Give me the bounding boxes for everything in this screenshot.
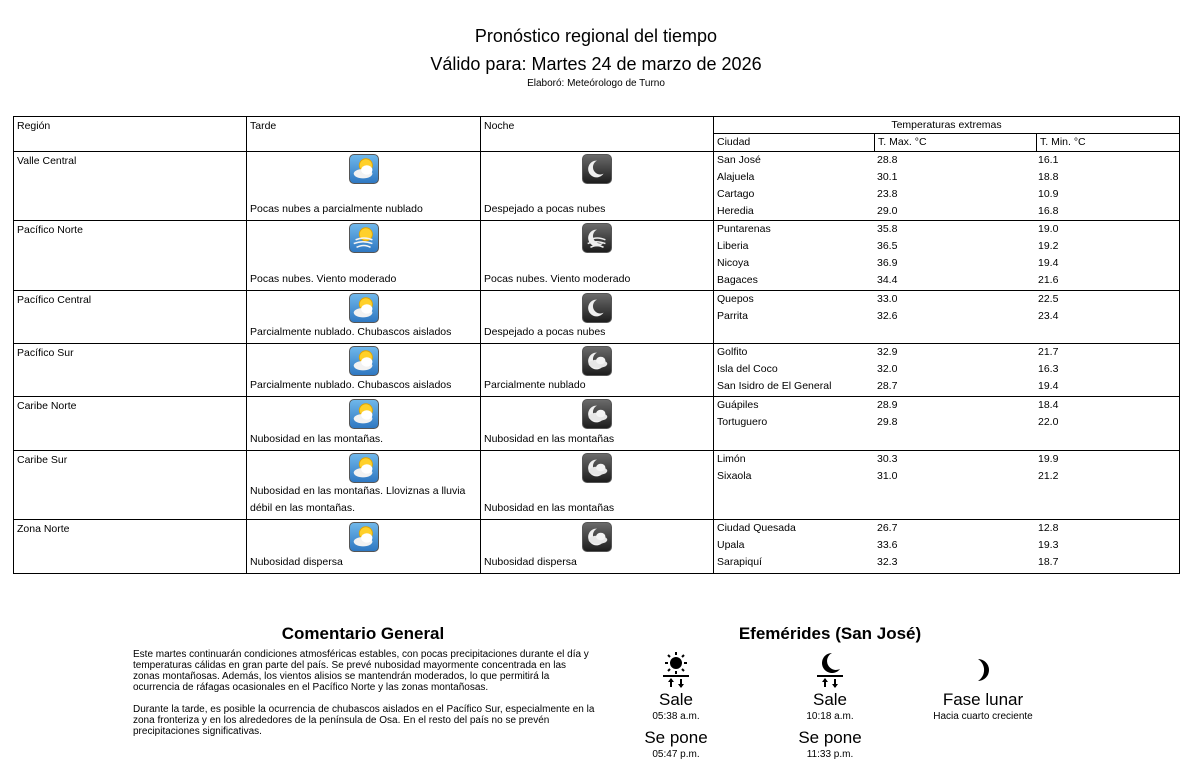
header-city: Ciudad <box>714 134 875 151</box>
city-tmin: 23.4 <box>1038 310 1059 322</box>
afternoon-description: Parcialmente nublado. Chubascos aislados <box>250 326 452 338</box>
forecast-table <box>13 116 1180 574</box>
city-tmin: 18.4 <box>1038 399 1059 411</box>
city-row <box>714 221 1179 238</box>
sun-cloud-icon <box>349 399 379 429</box>
sunset-label: Se pone <box>644 728 708 747</box>
city-row <box>714 272 1179 289</box>
city-tmax: 29.8 <box>877 416 898 428</box>
city-name: Ciudad Quesada <box>717 522 796 534</box>
sun-cloud-icon <box>349 154 379 184</box>
region-cell <box>14 520 247 574</box>
sun-wind-icon <box>349 223 379 253</box>
moon-wind-icon <box>582 223 612 253</box>
city-row <box>714 378 1179 395</box>
header-region: Región <box>14 117 247 152</box>
night-description: Pocas nubes. Viento moderado <box>484 273 631 285</box>
afternoon-description: Nubosidad en las montañas. <box>250 433 384 445</box>
city-row <box>714 520 1179 537</box>
city-row <box>714 468 1179 485</box>
region-name: Valle Central <box>17 155 77 167</box>
city-name: Quepos <box>717 293 754 305</box>
city-tmax: 26.7 <box>877 522 898 534</box>
region-name: Caribe Sur <box>17 454 68 466</box>
night-forecast-cell <box>481 221 714 291</box>
moon-phase-value: Hacia cuarto creciente <box>933 711 1033 722</box>
page-title: Pronóstico regional del tiempo <box>474 26 718 46</box>
comment-paragraph-1: Este martes continuarán condiciones atmosféricas estables, con pocas precipitaciones durante el día y temperaturas cálidas en gran parte del país. Se prevé nubosidad mayormente concentrada en las zonas montañosas. Además, los vientos alisios se mantendrán moderados, lo que permitirá la ocurrencia de ráfagas ocasionales en el Pacífico Norte y las zonas montañosas. <box>133 649 589 693</box>
city-tmin: 16.8 <box>1038 205 1059 217</box>
city-tmax: 32.6 <box>877 310 898 322</box>
city-row <box>714 451 1179 468</box>
sunrise-time: 05:38 a.m. <box>652 711 700 722</box>
region-name: Zona Norte <box>17 523 70 535</box>
temps-cell <box>714 397 1180 451</box>
moon-column <box>760 650 900 766</box>
night-forecast-cell <box>481 451 714 520</box>
moonrise-label: Sale <box>812 690 848 709</box>
night-description: Despejado a pocas nubes <box>484 326 606 338</box>
sun-cloud-icon <box>349 453 379 483</box>
city-tmax: 36.9 <box>877 257 898 269</box>
city-tmax: 33.6 <box>877 539 898 551</box>
ephemerides-title: Efemérides (San José) <box>738 624 922 643</box>
afternoon-description: Pocas nubes a parcialmente nublado <box>250 203 423 215</box>
city-tmax: 33.0 <box>877 293 898 305</box>
temps-cell <box>714 520 1180 574</box>
city-name: Isla del Coco <box>717 363 778 375</box>
moon-icon <box>582 293 612 323</box>
city-name: Alajuela <box>717 171 755 183</box>
city-row <box>714 152 1179 169</box>
region-name: Pacífico Central <box>17 294 92 306</box>
city-row <box>714 308 1179 325</box>
moon-icon <box>582 154 612 184</box>
region-cell <box>14 344 247 397</box>
city-row <box>714 291 1179 308</box>
city-row <box>714 169 1179 186</box>
city-tmin: 19.4 <box>1038 257 1059 269</box>
city-tmax: 28.8 <box>877 154 898 166</box>
city-name: San José <box>717 154 761 166</box>
city-name: Bagaces <box>717 274 758 286</box>
moon-phase-column <box>913 650 1053 728</box>
city-row <box>714 344 1179 361</box>
afternoon-forecast-cell <box>247 152 481 221</box>
sun-cloud-icon <box>349 293 379 323</box>
city-tmin: 18.7 <box>1038 556 1059 568</box>
city-name: Liberia <box>717 240 749 252</box>
region-name: Pacífico Sur <box>17 347 74 359</box>
region-row <box>14 344 1180 397</box>
city-tmax: 32.3 <box>877 556 898 568</box>
city-tmax: 23.8 <box>877 188 898 200</box>
afternoon-forecast-cell <box>247 291 481 344</box>
region-cell <box>14 291 247 344</box>
city-name: Upala <box>717 539 745 551</box>
city-tmin: 19.2 <box>1038 240 1059 252</box>
city-tmin: 18.8 <box>1038 171 1059 183</box>
city-tmin: 19.4 <box>1038 380 1059 392</box>
region-cell <box>14 397 247 451</box>
afternoon-forecast-cell <box>247 344 481 397</box>
sunrise-label: Sale <box>658 690 694 709</box>
comment-title: Comentario General <box>281 624 445 643</box>
city-tmin: 22.0 <box>1038 416 1059 428</box>
region-cell <box>14 221 247 291</box>
temps-cell <box>714 291 1180 344</box>
header-tmax: T. Max. °C <box>875 134 1037 151</box>
city-name: Nicoya <box>717 257 750 269</box>
city-tmax: 30.3 <box>877 453 898 465</box>
city-name: Cartago <box>717 188 755 200</box>
region-row <box>14 451 1180 520</box>
city-tmax: 36.5 <box>877 240 898 252</box>
moon-phase-label: Fase lunar <box>942 690 1024 709</box>
city-tmax: 30.1 <box>877 171 898 183</box>
night-description: Despejado a pocas nubes <box>484 203 606 215</box>
city-row <box>714 255 1179 272</box>
moonset-label: Se pone <box>798 728 862 747</box>
city-name: Sarapiquí <box>717 556 762 568</box>
night-description: Nubosidad en las montañas <box>484 502 615 514</box>
afternoon-forecast-cell <box>247 221 481 291</box>
city-row <box>714 186 1179 203</box>
city-tmax: 34.4 <box>877 274 898 286</box>
temps-cell <box>714 152 1180 221</box>
city-row <box>714 537 1179 554</box>
sunrise-sunset-icon <box>606 650 746 690</box>
sun-cloud-icon <box>349 522 379 552</box>
city-name: Golfito <box>717 346 748 358</box>
header-tmin: T. Min. °C <box>1040 136 1086 148</box>
night-forecast-cell <box>481 520 714 574</box>
night-description: Nubosidad dispersa <box>484 556 577 568</box>
city-tmax: 35.8 <box>877 223 898 235</box>
city-tmin: 16.3 <box>1038 363 1059 375</box>
temps-cell <box>714 451 1180 520</box>
city-row <box>714 414 1179 431</box>
region-cell <box>14 451 247 520</box>
city-tmin: 22.5 <box>1038 293 1059 305</box>
city-name: Guápiles <box>717 399 759 411</box>
city-tmin: 21.2 <box>1038 470 1059 482</box>
city-tmin: 21.7 <box>1038 346 1059 358</box>
region-row <box>14 520 1180 574</box>
city-tmax: 28.7 <box>877 380 898 392</box>
region-name: Pacífico Norte <box>17 224 83 236</box>
afternoon-forecast-cell <box>247 397 481 451</box>
sun-cloud-icon <box>349 346 379 376</box>
author-line: Elaboró: Meteórologo de Turno <box>527 78 665 89</box>
city-tmin: 21.6 <box>1038 274 1059 286</box>
city-name: Parrita <box>717 310 748 322</box>
moonrise-time: 10:18 a.m. <box>806 711 854 722</box>
sunset-time: 05:47 p.m. <box>652 749 700 760</box>
moon-cloud-icon <box>582 453 612 483</box>
moon-cloud-icon <box>582 522 612 552</box>
city-name: Puntarenas <box>717 223 771 235</box>
afternoon-forecast-cell <box>247 520 481 574</box>
city-row <box>714 203 1179 220</box>
night-forecast-cell <box>481 152 714 221</box>
night-forecast-cell <box>481 291 714 344</box>
city-tmax: 28.9 <box>877 399 898 411</box>
moon-cloud-icon <box>582 399 612 429</box>
forecast-rows <box>14 152 1180 574</box>
moonset-time: 11:33 p.m. <box>806 749 854 760</box>
city-row <box>714 397 1179 414</box>
moonrise-moonset-icon <box>760 650 900 690</box>
afternoon-description: Nubosidad en las montañas. Lloviznas a lluvia débil en las montañas. <box>250 485 466 514</box>
city-tmin: 19.0 <box>1038 223 1059 235</box>
city-tmin: 19.9 <box>1038 453 1059 465</box>
crescent-moon-icon <box>913 650 1053 690</box>
header-night: Noche <box>481 117 714 152</box>
sun-column <box>606 650 746 766</box>
afternoon-description: Parcialmente nublado. Chubascos aislados <box>250 379 452 391</box>
temps-cell <box>714 344 1180 397</box>
region-name: Caribe Norte <box>17 400 77 412</box>
night-forecast-cell <box>481 344 714 397</box>
city-tmax: 31.0 <box>877 470 898 482</box>
afternoon-description: Pocas nubes. Viento moderado <box>250 273 397 285</box>
city-tmin: 19.3 <box>1038 539 1059 551</box>
afternoon-forecast-cell <box>247 451 481 520</box>
comment-body <box>133 649 595 748</box>
comment-paragraph-2: Durante la tarde, es posible la ocurrencia de chubascos aislados en el Pacífico Sur, especialmente en la zona fronteriza y en los alrededores de la península de Osa. En el resto del país no se prevén precipitaciones significativas. <box>133 704 595 737</box>
night-description: Parcialmente nublado <box>484 379 586 391</box>
city-row <box>714 238 1179 255</box>
city-tmax: 29.0 <box>877 205 898 217</box>
afternoon-description: Nubosidad dispersa <box>250 556 343 568</box>
region-cell <box>14 152 247 221</box>
city-name: Sixaola <box>717 470 752 482</box>
city-name: San Isidro de El General <box>717 380 832 392</box>
city-tmax: 32.0 <box>877 363 898 375</box>
region-row <box>14 152 1180 221</box>
night-forecast-cell <box>481 397 714 451</box>
region-row <box>14 397 1180 451</box>
temps-cell <box>714 221 1180 291</box>
moon-cloud-icon <box>582 346 612 376</box>
city-tmin: 10.9 <box>1038 188 1059 200</box>
city-row <box>714 361 1179 378</box>
city-row <box>714 554 1179 571</box>
header-afternoon: Tarde <box>247 117 481 152</box>
region-row <box>14 221 1180 291</box>
city-name: Limón <box>717 453 746 465</box>
night-description: Nubosidad en las montañas <box>484 433 615 445</box>
city-tmin: 16.1 <box>1038 154 1059 166</box>
header-temps <box>714 117 1180 152</box>
header-temps-title: Temperaturas extremas <box>714 117 1179 134</box>
city-name: Tortuguero <box>717 416 768 428</box>
city-tmin: 12.8 <box>1038 522 1059 534</box>
valid-date: Válido para: Martes 24 de marzo de 2026 <box>430 54 762 74</box>
city-name: Heredia <box>717 205 754 217</box>
city-tmax: 32.9 <box>877 346 898 358</box>
region-row <box>14 291 1180 344</box>
